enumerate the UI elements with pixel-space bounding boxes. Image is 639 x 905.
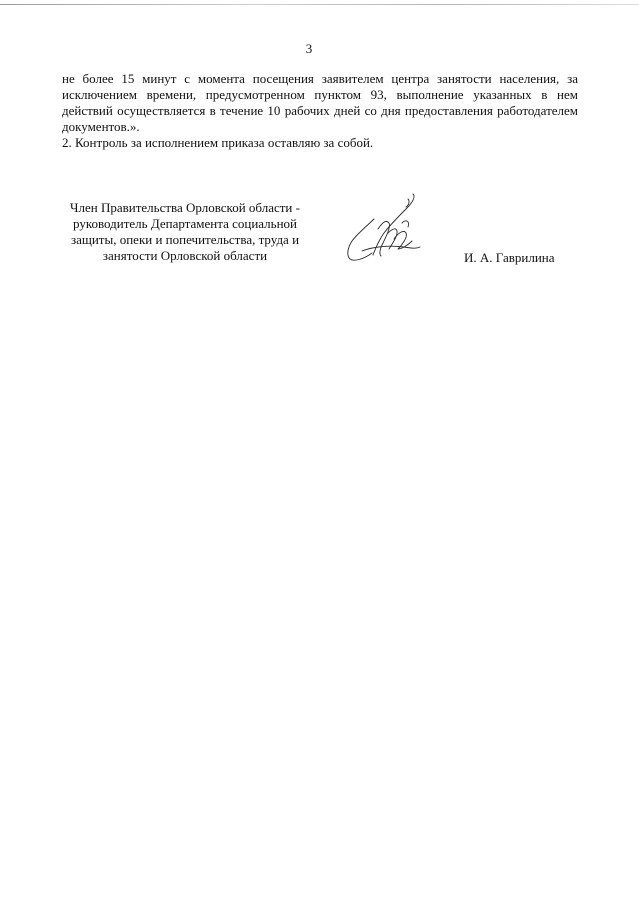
document-body — [62, 71, 578, 151]
paragraph-item-2-text: 2. Контроль за исполнением приказа оставляю за собой. — [62, 135, 374, 150]
scan-edge-line — [0, 4, 639, 5]
position-line: занятости Орловской области — [102, 248, 268, 263]
position-line: защиты, опеки и попечительства, труда и — [70, 232, 300, 247]
signatory-position — [40, 200, 330, 264]
signer-name: И. А. Гаврилина — [464, 250, 555, 265]
paragraph-continuation: не более 15 минут с момента посещения заявителем центра занятости населения, за исключением времени, предусмотренном пунктом 93, выполнение указанных в нем действий осуществляется в течение 10 рабочих дней со дня предоставления работодателем документов.». — [62, 71, 578, 134]
position-line: руководитель Департамента социальной — [72, 216, 298, 231]
handwritten-signature — [342, 189, 424, 267]
page-number: 3 — [305, 41, 313, 56]
paragraph-item-2 — [62, 135, 578, 151]
position-line: Член Правительства Орловской области - — [70, 200, 300, 215]
